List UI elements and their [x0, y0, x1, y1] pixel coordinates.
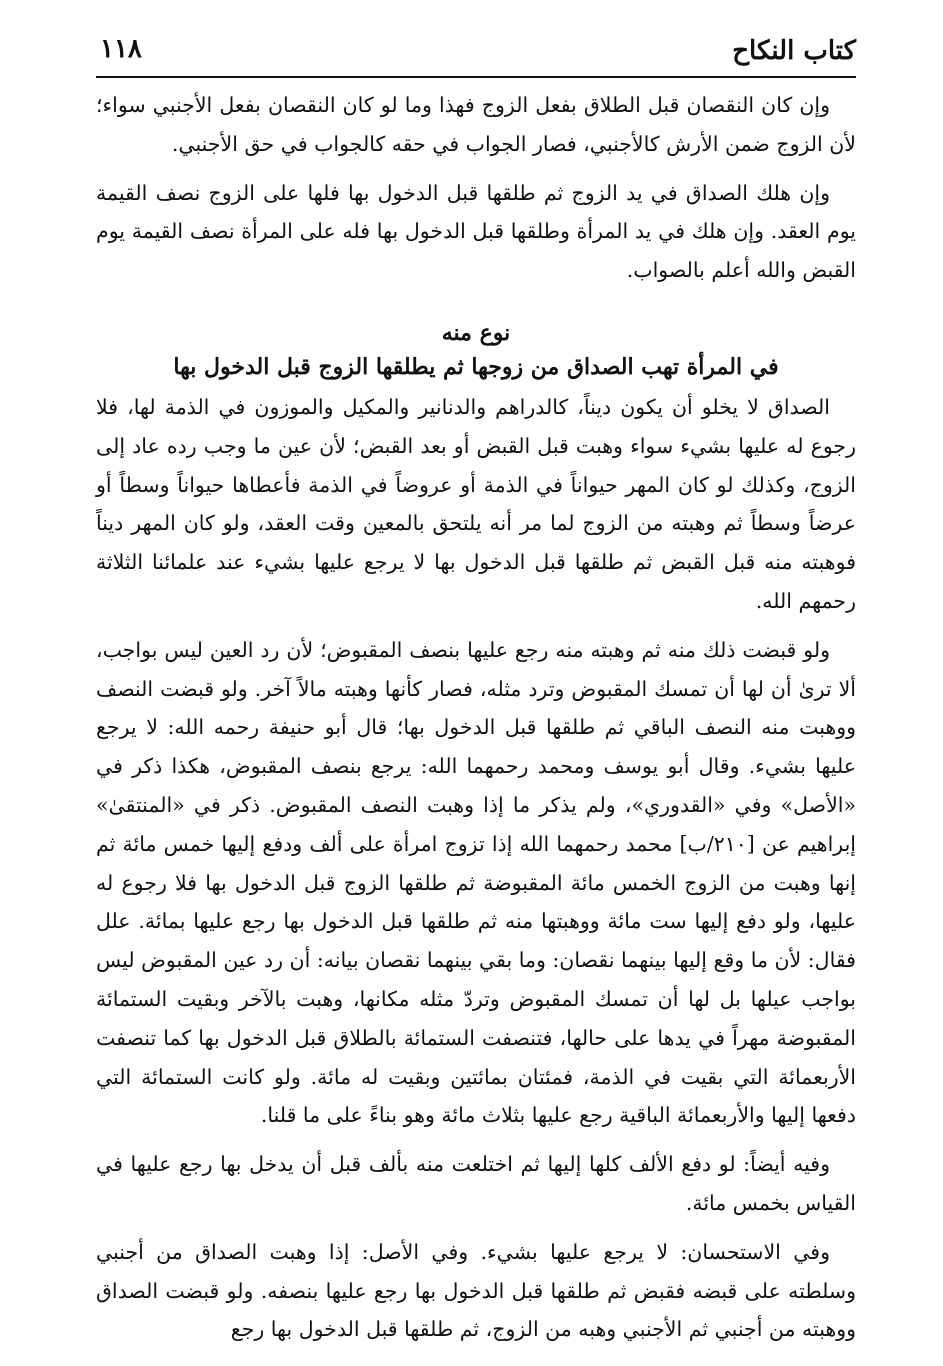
page-number: ١١٨ [100, 34, 142, 64]
paragraph: وإن كان النقصان قبل الطلاق بفعل الزوج فهذا وما لو كان النقصان بفعل الأجنبي سواء؛ لأن الزوج ضمن الأرش كالأجنبي، فصار الجواب في حقه كالجواب في حق الأجنبي. [96, 93, 856, 156]
paragraph: وفيه أيضاً: لو دفع الألف كلها إليها ثم اختلعت منه بألف قبل أن يدخل بها رجع عليها في القياس بخمس مائة. [96, 1152, 856, 1215]
paragraph: وفي الاستحسان: لا يرجع عليها بشيء. وفي الأصل: إذا وهبت الصداق من أجنبي وسلطته على قبضه فقبض ثم طلقها قبل الدخول بها رجع عليها بنصفه. ولو قبضت الصداق ووهبته من أجنبي ثم الأجنبي وهبه من الزوج، ثم طلقها قبل الدخول بها رجع [96, 1239, 856, 1342]
book-title: كتاب النكاح [732, 36, 856, 66]
paragraph: الصداق لا يخلو أن يكون ديناً، كالدراهم والدنانير والمكيل والموزون في الذمة لها، فلا رجوع له عليها بشيء سواء وهبت قبل القبض أو بعد القبض؛ لأن عين ما وجب رده عاد إلى الزوج، وكذلك لو كان المهر حيواناً في الذمة أو عروضاً في الذمة فأعطاها حيواناً وسطاً أو عرضاً وسطاً ثم وهبته من الزوج لما مر أنه يلتحق بالمعين وقت العقد، ولو كان المهر ديناً فوهبته منه قبل القبض ثم طلقها قبل الدخول بها لا يرجع عليها بشيء عند علمائنا الثلاثة رحمهم الله. [96, 394, 856, 613]
body-text [96, 86, 856, 1359]
paragraph: ولو قبضت ذلك منه ثم وهبته منه رجع عليها بنصف المقبوض؛ لأن رد العين ليس بواجب، ألا ترىٰ أن لها أن تمسك المقبوض وترد مثله، فصار كأنها وهبته مالاً آخر. ولو قبضت النصف ووهبت منه النصف الباقي ثم طلقها قبل الدخول بها؛ قال أبو حنيفة رحمه الله: لا يرجع عليها بشيء. وقال أبو يوسف ومحمد رحمهما الله: يرجع بنصف المقبوض، هكذا ذكر في «الأصل» وفي «القدوري»، ولم يذكر ما إذا وهبت النصف المقبوض. ذكر في «المنتقىٰ» إبراهيم عن [٢١٠/ب] محمد رحمهما الله إذا تزوج امرأة على ألف ودفع إليها خمس مائة ثم إنها وهبت من الزوج الخمس مائة المقبوضة ثم طلقها الزوج قبل الدخول بها فلا رجوع له عليها، ولو دفع إليها ست مائة ووهبتها منه ثم طلقها قبل الدخول بها رجع عليها بمائة. علل فقال: لأن ما وقع إليها بينهما نقصان: وما بقي بينهما نقصان بيانه: أن رد عين المقبوض ليس بواجب عيلها بل لها أن تمسك المقبوض وتردّ مثله مكانها، وهبت بالآخر وبقيت الستمائة المقبوضة مهراً في يدها على حالها، فتنصفت الستمائة بالطلاق قبل الدخول بها كما تنصفت الأربعمائة التي بقيت في الذمة، فمئتان بمائتين وبقيت له مائة. ولو كانت الستمائة التي دفعها إليها والأربعمائة الباقية رجع عليها بثلاث مائة وهو بناءً على ما قلنا. [96, 637, 856, 1128]
section-subheading: في المرأة تهب الصداق من زوجها ثم يطلقها الزوج قبل الدخول بها [173, 353, 779, 380]
section-heading: نوع منه [441, 319, 511, 346]
running-header [96, 28, 856, 78]
paragraph: وإن هلك الصداق في يد الزوج ثم طلقها قبل الدخول بها فلها على الزوج نصف القيمة يوم العقد. وإن هلك في يد المرأة وطلقها قبل الدخول بها فله على المرأة نصف القيمة يوم القبض والله أعلم بالصواب. [96, 180, 856, 283]
